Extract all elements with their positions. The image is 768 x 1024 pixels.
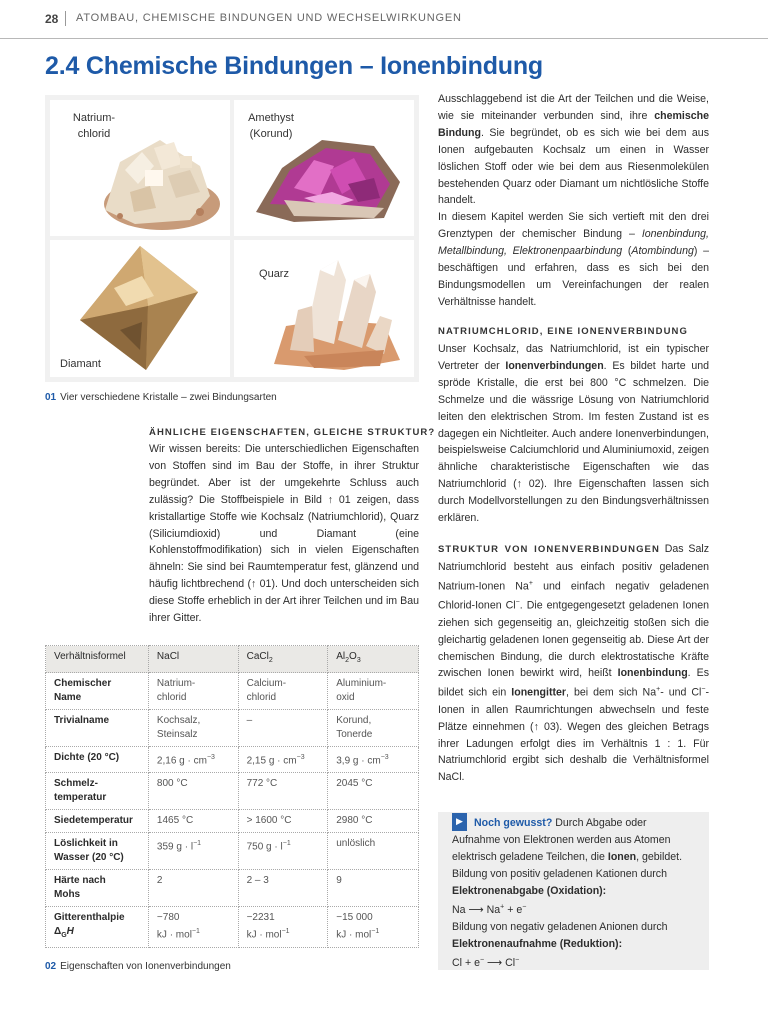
term-ionengitter: Ionengitter [511,686,567,699]
photo-diamant [50,240,230,377]
photo-quarz [234,240,414,377]
info-box-text: Noch gewusst? Durch Abgabe oder Aufnahme von Elektronen werden aus Atomen elektrisch geladene Teilchen, die Ionen, gebildet. Bildung von positiv geladenen Kationen durch Elektronenabgabe (Oxidation): Na ⟶ Na+ + e− Bildung von negativ geladenen Anionen durch Elektronenaufnahme (Reduktion): Cl + e− ⟶ Cl− [452,817,683,970]
caption-number: 01 [45,392,57,403]
subheading-natriumchlorid: NATRIUMCHLORID, EINE IONENVERBINDUNG [438,326,689,337]
table-cell: 9 [328,870,419,907]
table-header-row [46,646,419,673]
table-cell: 359 $g \cdot l^{-1}$ [148,833,238,870]
table-cell: 2045 °C [328,773,419,810]
table-cell: Calcium- chlorid [238,673,328,710]
table-cell: Kochsalz, Steinsalz [148,710,238,747]
table-cell: > 1600 °C [238,810,328,833]
table-row [46,673,419,710]
table-cell: 1465 °C [148,810,238,833]
equation-oxidation: Na ⟶ Na+ + e− [452,903,527,917]
table-row-label: Löslichkeit in Wasser (20 °C) [46,833,149,870]
label-quarz: Quarz [259,268,289,280]
table-row [46,747,419,773]
info-box-lead: Noch gewusst? [474,817,553,829]
table-cell: Aluminium- oxid [328,673,419,710]
table-row [46,833,419,870]
subheading-struktur: STRUKTUR VON IONENVERBINDUNGEN [438,544,660,555]
table-cell: 2,16 $g \cdot cm^{-3}$ [148,747,238,773]
caption-text: Vier verschiedene Kristalle – zwei Bindungsarten [60,392,277,403]
table-cell: −2231 kJ · mol$^{-1}$ [238,907,328,948]
paragraph-intro: Ausschlaggebend ist die Art der Teilchen und die Weise, wie sie miteinander verbunden sind, ihre chemische Bindung. Sie begründet, ob es sich wie bei dem aus Ionen aufgebauten Kochsalz um einen in Wasser löslichen Stoff oder wie bei dem aus Riesenmolekülen bestehenden Quarz oder Diamant um nichtlösliche Stoffe handelt. In diesem Kapitel werden Sie sich vertieft mit den drei Grenztypen der chemischer Bindung – Ionenbindung, Metallbindung, Elektronenpaarbindung (Atombindung) – beschäftigen und erfahren, dass es sich bei den Bindungsmodellen um Vereinfachungen der realen Verhältnisse handelt. [438,93,709,308]
table-row [46,870,419,907]
table-header-cell: Verhältnisformel [46,646,149,673]
crystal-photo-grid [45,95,419,382]
table-cell: −780 kJ · mol$^{-1}$ [148,907,238,948]
term-ionenbindung: Ionenbindung [617,667,688,680]
table-header-cell: $Al_2O_3$ [328,646,419,673]
equation-reduction: Cl + e− ⟶ Cl− [452,956,520,970]
table-cell: −15 000 kJ · mol$^{-1}$ [328,907,419,948]
label-natrium-1: Natrium- [72,112,116,124]
paragraph-aehnliche-eigenschaften: Wir wissen bereits: Die unterschiedlichen Eigenschaften von Stoffen sind im Bau der Stoffe, in ihrer Struktur begründet. Aber ist der umgekehrte Schluss auch zulässig? Die Stoffbeispiele in Bild ↑ 01 zeigen, dass kristallartige Stoffe wie Kochsalz (Natriumchlorid), Quarz (Siliciumdioxid) und Diamant (eine Kohlenstoffmodifikation) sich in vielen Eigenschaften ähneln: Sie sind bei Raumtemperatur fest, glänzend und häufig lichtbrechend (↑ 01). Und doch unterscheiden sich diese Stoffe erheblich in der Art ihrer Teilchen und im Bau ihrer Gitter. [149,443,419,625]
table-row-label: Gitterenthalpie $\Delta_GH$ [46,907,149,948]
page-number: 28 [45,12,59,26]
table-cell: 3,9 $g \cdot cm^{-3}$ [328,747,419,773]
subheading-aehnliche-eigenschaften: ÄHNLICHE EIGENSCHAFTEN, GLEICHE STRUKTUR? [149,427,436,438]
table-row [46,810,419,833]
term-chemische-bindung: chemische Bindung [438,109,709,139]
figure-caption-01 [45,392,277,403]
table-cell: 2 – 3 [238,870,328,907]
label-diamant: Diamant [60,358,101,370]
paragraph-struktur: STRUKTUR VON IONENVERBINDUNGEN Das Salz Natriumchlorid besteht aus einfach positiv geladenen Natrium-Ionen Na+ und einfach negativ geladenen Chlorid-Ionen Cl−. Die entgegengesetzt geladenen Ionen ziehen sich gegenseitig an, gleichzeitig stoßen sich die gleichartig geladenen Ionen gegenseitig ab. Diese Art der chemischen Bindung, die durch elektrostatische Kräfte zwischen Ionen bewirkt wird, heißt Ionenbindung. Es bildet sich ein Ionengitter, bei dem sich Na+- und Cl−-Ionen in allen Raumrichtungen abwechseln und feste Plätze einnehmen (↑ 03). Wegen des gleichen Betrags ihrer Ladungen erfolgt dies im Verhältnis 1 : 1. Für Natriumchlorid ergibt sich deshalb die Verhältnisformel NaCl. [438,543,710,784]
table-cell: 2 [148,870,238,907]
table-cell: Natrium- chlorid [148,673,238,710]
term-ionenverbindungen: Ionenverbindungen [505,359,604,372]
table-cell: Korund, Tonerde [328,710,419,747]
caption-text: Eigenschaften von Ionenverbindungen [60,961,231,972]
label-amethyst-1: Amethyst [248,112,294,124]
table-cell: – [238,710,328,747]
table-header-cell: CaCl$_2$ [238,646,328,673]
section-title: 2.4 Chemische Bindungen – Ionenbindung [45,52,543,80]
table-row-label: Trivialname [46,710,149,747]
table-cell: 2980 °C [328,810,419,833]
table-row-label: Schmelz- temperatur [46,773,149,810]
info-arrow-icon: ▶ [452,813,467,831]
table-cell: 750 $g \cdot l^{-1}$ [238,833,328,870]
photo-natriumchlorid [50,100,230,236]
caption-number: 02 [45,961,57,972]
table-row-label: Siedetemperatur [46,810,149,833]
properties-table [45,645,419,948]
label-amethyst-2: (Korund) [249,128,293,140]
paragraph-natriumchlorid: Unser Kochsalz, das Natriumchlorid, ist ein typischer Vertreter der Ionenverbindungen. Es bildet harte und spröde Kristalle, die erst bei 800 °C schmelzen. Die Schmelze und die wässrige Lösung von Natriumchlorid leiten den elektrischen Strom. Im festen Zustand ist es dagegen ein Nichtleiter. Auch andere Ionenverbindungen, beispielsweise Calciumchlorid und Aluminiumoxid, zeigen ähnliche charakteristische Eigenschaften wie das Natriumchlorid (↑ 02). Ihre Eigenschaften lassen sich durch Modellvorstellungen zu den Bindungsverhältnissen erklären. [438,343,709,525]
table-row-label: Chemischer Name [46,673,149,710]
table-caption-02 [45,961,231,972]
table-cell: 800 °C [148,773,238,810]
photo-amethyst [234,100,414,236]
table-cell: unlöslich [328,833,419,870]
table-row [46,710,419,747]
table-row-label: Dichte (20 °C) [46,747,149,773]
table-row-label: Härte nach Mohs [46,870,149,907]
table-header-cell: NaCl [148,646,238,673]
table-row [46,907,419,948]
header-divider [65,11,66,26]
table-cell: 2,15 $g \cdot cm^{-3}$ [238,747,328,773]
label-natrium-2: chlorid [77,128,111,140]
table-cell: 772 °C [238,773,328,810]
table-row [46,773,419,810]
running-head: ATOMBAU, CHEMISCHE BINDUNGEN UND WECHSELWIRKUNGEN [76,12,462,24]
